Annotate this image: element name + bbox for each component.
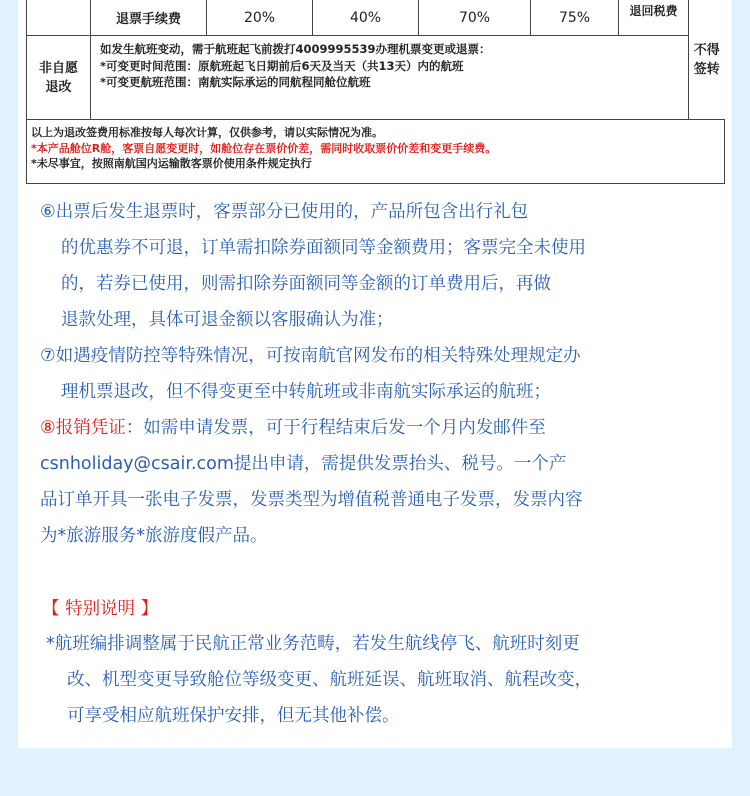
involuntary-text bbox=[91, 36, 689, 120]
tax-refund-label: 退回税费 bbox=[619, 0, 689, 36]
special-title: 【 特别说明 】 bbox=[42, 599, 159, 619]
clause-line: 退款处理，具体可退金额以客服确认为准； bbox=[61, 310, 394, 330]
refund-fee-value: 20% bbox=[207, 0, 313, 36]
involuntary-line: *可变更航班范围：南航实际承运的同航程同舱位航班 bbox=[100, 75, 371, 89]
clause-line: 的，若券已使用，则需扣除券面额同等金额的订单费用后，再做 bbox=[61, 274, 551, 294]
clause-line: ⑦如遇疫情防控等特殊情况，可按南航官网发布的相关特殊处理规定办 bbox=[40, 346, 581, 366]
clause-line: ⑥出票后发生退票时，客票部分已使用的，产品所包含出行礼包 bbox=[40, 202, 529, 222]
table-notes bbox=[27, 120, 725, 184]
note-line-red: *本产品舱位R舱，客票自愿变更时，如舱位存在票价价差，需同时收取票价价差和变更手续费。 bbox=[31, 141, 497, 155]
clause-7 bbox=[40, 338, 710, 410]
invoice-heading: ⑧报销凭证 bbox=[40, 418, 126, 438]
clause-6 bbox=[40, 194, 710, 338]
refund-fee-value: 40% bbox=[313, 0, 419, 36]
clause-line: csnholiday@csair.com提出申请，需提供发票抬头、税号。一个产 bbox=[40, 454, 567, 474]
note-line: *未尽事宜，按照南航国内运输散客票价使用条件规定执行 bbox=[31, 157, 312, 170]
clause-line: 的优惠券不可退，订单需扣除券面额同等金额费用；客票完全未使用 bbox=[61, 238, 586, 258]
note-line: 以上为退改签费用标准按每人每次计算，仅供参考，请以实际情况为准。 bbox=[31, 126, 383, 139]
refund-policy-table bbox=[26, 0, 725, 184]
special-notes bbox=[46, 626, 716, 734]
clause-8 bbox=[40, 410, 710, 554]
involuntary-line: *可变更时间范围：原航班起飞日期前后6天及当天（共13天）内的航班 bbox=[100, 58, 464, 73]
special-line: 可享受相应航班保护安排，但无其他补偿。 bbox=[67, 706, 400, 726]
clause-line: 品订单开具一张电子发票，发票类型为增值税普通电子发票，发票内容 bbox=[40, 490, 583, 510]
refund-fee-value: 70% bbox=[419, 0, 531, 36]
special-line: 改、机型变更导致舱位等级变更、航班延误、航班取消、航程改变， bbox=[67, 670, 592, 690]
clause-line: 理机票退改，但不得变更至中转航班或非南航实际承运的航班； bbox=[61, 382, 551, 402]
clause-line: 为*旅游服务*旅游度假产品。 bbox=[40, 526, 268, 546]
refund-fee-value: 75% bbox=[531, 0, 619, 36]
involuntary-line: 如发生航班变动，需于航班起飞前拨打4009995539办理机票变更或退票： bbox=[100, 42, 491, 56]
clause-text: ：如需申请发票，可于行程结束后发一个月内发邮件至 bbox=[125, 418, 546, 438]
no-change-label: 不得签转 bbox=[689, 0, 725, 120]
involuntary-label: 非自愿退改 bbox=[27, 36, 91, 120]
blank-cell bbox=[27, 0, 91, 36]
refund-fee-label: 退票手续费 bbox=[91, 0, 207, 36]
clause-line bbox=[40, 410, 710, 446]
special-line: *航班编排调整属于民航正常业务范畴，若发生航线停飞、航班时刻更 bbox=[46, 634, 580, 654]
